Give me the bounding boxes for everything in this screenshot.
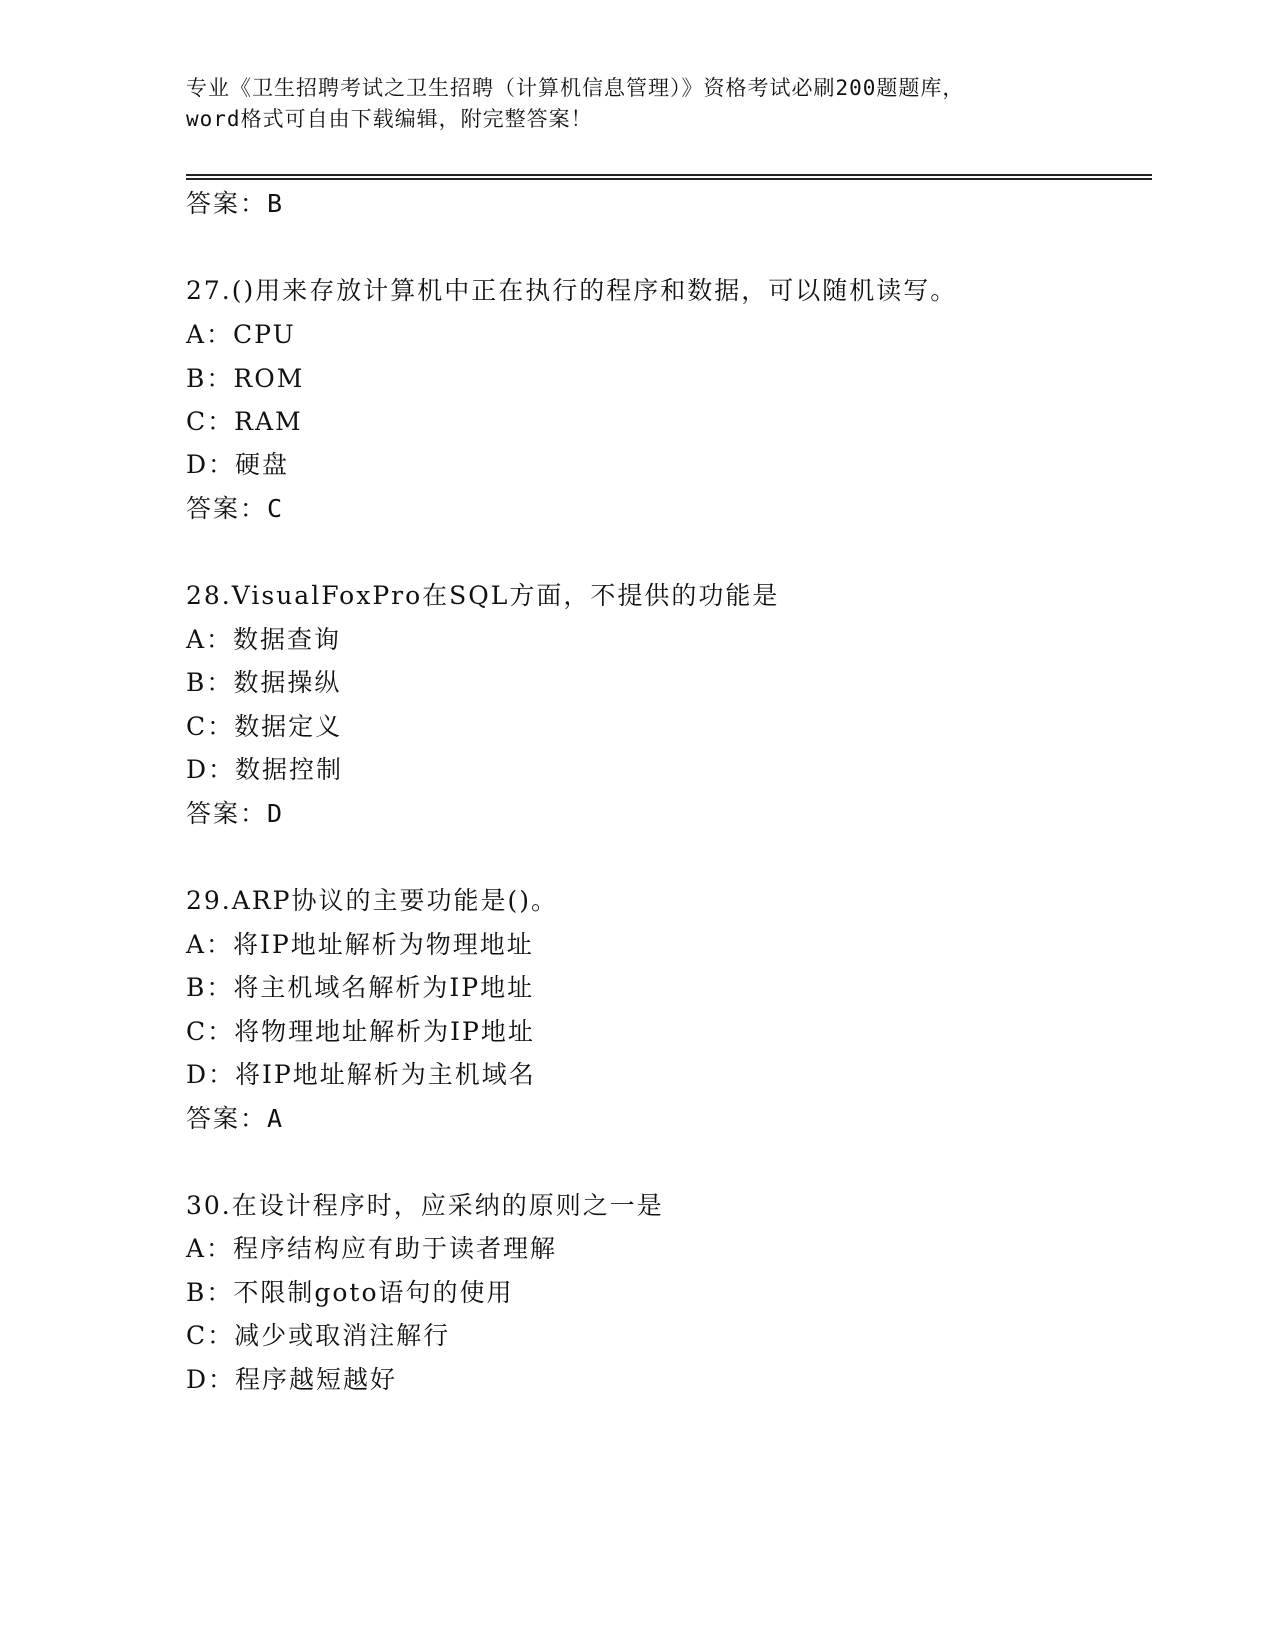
option-b: B：ROM — [186, 364, 305, 393]
answer-29: 答案：A — [186, 1104, 285, 1133]
option-b: B：将主机域名解析为IP地址 — [186, 973, 535, 1002]
header-title-line2: word格式可自由下载编辑，附完整答案！ — [186, 107, 593, 131]
option-d: D：数据控制 — [186, 755, 344, 784]
header-rule-bottom — [186, 178, 1152, 180]
option-a: A：CPU — [186, 320, 296, 349]
option-a: A：数据查询 — [186, 625, 342, 654]
answer-27: 答案：C — [186, 494, 285, 523]
question-stem: 29.ARP协议的主要功能是()。 — [186, 886, 558, 915]
option-c: C：RAM — [186, 407, 303, 436]
answer-28: 答案：D — [186, 799, 285, 828]
option-d: D：硬盘 — [186, 450, 290, 479]
option-a: A：程序结构应有助于读者理解 — [186, 1234, 558, 1263]
option-b: B：不限制goto语句的使用 — [186, 1278, 514, 1307]
question-stem: 28.VisualFoxPro在SQL方面，不提供的功能是 — [186, 581, 780, 610]
option-d: D：程序越短越好 — [186, 1365, 398, 1394]
question-stem: 30.在设计程序时，应采纳的原则之一是 — [186, 1191, 664, 1220]
header-title-line1: 专业《卫生招聘考试之卫生招聘（计算机信息管理）》资格考试必刷200题题库， — [186, 76, 965, 100]
option-c: C：将物理地址解析为IP地址 — [186, 1017, 535, 1046]
header-rule-top — [186, 174, 1152, 176]
option-b: B：数据操纵 — [186, 668, 342, 697]
option-c: C：数据定义 — [186, 712, 343, 741]
question-stem: 27.()用来存放计算机中正在执行的程序和数据，可以随机读写。 — [186, 276, 958, 305]
answer-26: 答案：B — [186, 189, 285, 218]
option-a: A：将IP地址解析为物理地址 — [186, 930, 534, 959]
option-d: D：将IP地址解析为主机域名 — [186, 1060, 536, 1089]
option-c: C：减少或取消注解行 — [186, 1321, 451, 1350]
